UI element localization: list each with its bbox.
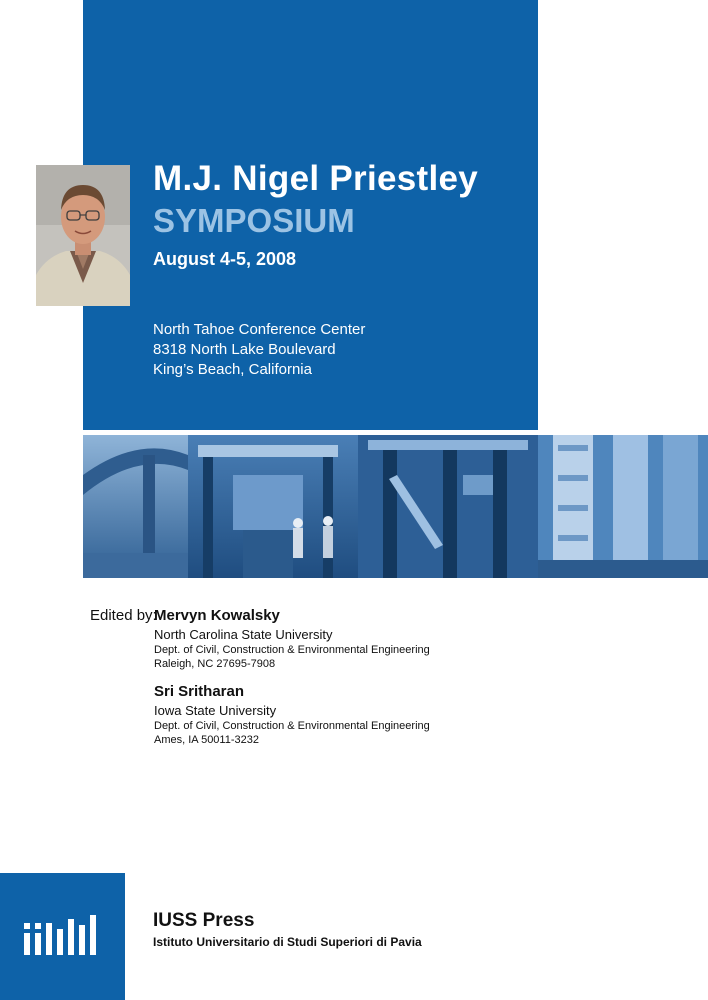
structural-testing-photo-strip	[83, 435, 708, 578]
symposium-honoree-title: M.J. Nigel Priestley	[153, 159, 479, 198]
publisher-name: IUSS Press	[153, 910, 255, 931]
editor-name: Mervyn Kowalsky	[154, 607, 280, 624]
editor-department: Dept. of Civil, Construction & Environmental Engineering	[154, 720, 430, 732]
editor-entry	[154, 607, 430, 670]
publisher-full-name: Istituto Universitario di Studi Superiori di Pavia	[153, 935, 422, 949]
iuss-logo-icon	[0, 873, 125, 1000]
venue-line: North Tahoe Conference Center	[153, 321, 366, 338]
editor-address: Raleigh, NC 27695-7908	[154, 658, 276, 670]
editor-institution: Iowa State University	[154, 703, 277, 718]
edited-by-label: Edited by:	[90, 607, 157, 624]
iuss-logo	[0, 873, 125, 1000]
venue-line: 8318 North Lake Boulevard	[153, 341, 336, 358]
editor-entry	[154, 683, 430, 746]
portrait-photo	[36, 165, 130, 306]
venue-address	[153, 320, 365, 380]
editor-institution: North Carolina State University	[154, 627, 333, 642]
editor-department: Dept. of Civil, Construction & Environmental Engineering	[154, 644, 430, 656]
editor-name: Sri Sritharan	[154, 683, 245, 700]
symposium-dates: August 4-5, 2008	[153, 249, 297, 269]
symposium-subtitle: SYMPOSIUM	[153, 202, 355, 239]
editor-address: Ames, IA 50011-3232	[154, 734, 259, 746]
venue-line: King’s Beach, California	[153, 361, 312, 378]
